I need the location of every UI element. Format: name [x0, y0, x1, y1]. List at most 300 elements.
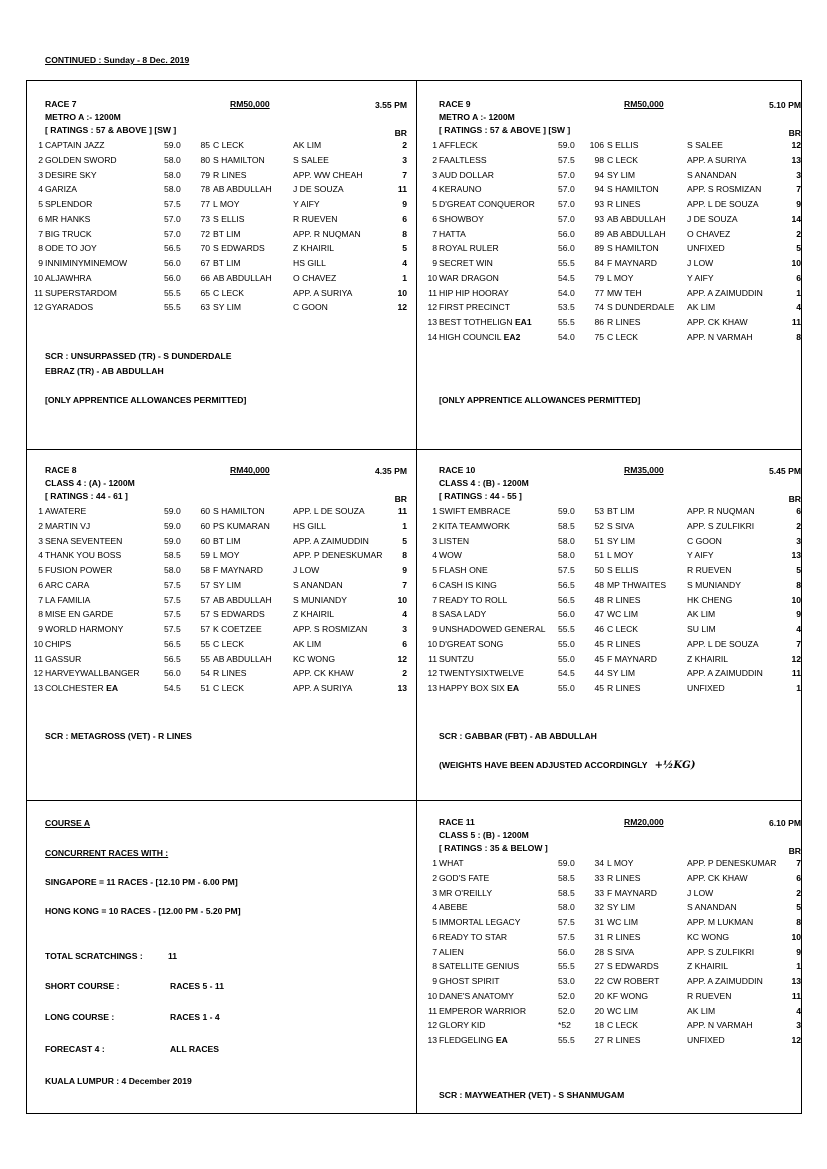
runner-row — [428, 287, 801, 303]
horse-name: CHIPS — [45, 638, 72, 649]
horse-name: HAPPY BOX SIX — [439, 683, 505, 693]
jockey: R LINES — [607, 594, 641, 605]
barrier: 7 — [796, 184, 801, 195]
handwritten-weight-adjustment: +½KG) — [654, 760, 696, 771]
runner-row — [38, 520, 407, 536]
runner-number: 2 — [38, 154, 43, 165]
weight: 58.0 — [558, 535, 575, 546]
rating: 60 — [200, 506, 210, 516]
weight: *52 — [558, 1020, 571, 1031]
jockey: R LINES — [607, 1035, 641, 1045]
rating: 94 — [594, 184, 604, 195]
horse-name: CASH IS KING — [439, 579, 497, 590]
barrier: 7 — [796, 638, 801, 649]
horse-name-cell — [45, 668, 140, 678]
barrier: 11 — [791, 668, 801, 679]
race-number: RACE 9 — [439, 99, 471, 109]
horse-name-cell — [439, 332, 520, 342]
horse-name-cell — [439, 273, 499, 283]
trainer: APP. A ZAIMUDDIN — [687, 668, 763, 679]
horse-name: HIP HIP HOORAY — [439, 287, 509, 298]
horse-name-cell — [439, 140, 478, 150]
jockey: C LECK — [607, 154, 639, 165]
grid-divider-vertical — [416, 80, 417, 1114]
runner-number: 3 — [38, 169, 43, 180]
weight: 59.0 — [164, 506, 181, 516]
horse-name: FLEDGELING — [439, 1035, 494, 1045]
horse-name: ODE TO JOY — [45, 243, 97, 254]
weight: 57.0 — [558, 184, 575, 195]
horse-name: MR O'REILLY — [439, 887, 493, 898]
weight: 56.5 — [558, 579, 575, 590]
trainer: APP. A ZAIMUDDIN — [687, 976, 763, 986]
weight: 57.5 — [164, 624, 181, 634]
race-number: RACE 8 — [45, 465, 77, 475]
horse-name: CAPTAIN JAZZ — [45, 140, 105, 150]
horse-name: WAR DRAGON — [439, 272, 499, 283]
rating: 31 — [594, 917, 604, 927]
runner-row — [38, 535, 407, 551]
runner-row — [428, 653, 801, 669]
runner-row — [427, 668, 801, 683]
runner-row — [38, 579, 407, 595]
rating: 72 — [200, 228, 210, 239]
horse-name: AWATERE — [45, 506, 87, 516]
runner-row — [432, 902, 801, 917]
horse-name-cell — [439, 902, 468, 912]
rating: 94 — [594, 169, 604, 180]
horse-name-cell — [439, 991, 514, 1001]
runner-number: 7 — [38, 228, 43, 239]
runner-number: 13 — [33, 683, 43, 693]
runner-row — [38, 228, 407, 244]
horse-name: WHAT — [439, 858, 464, 868]
weight: 59.0 — [558, 140, 575, 150]
jockey: MP THWAITES — [607, 579, 667, 590]
trainer: APP. A SURIYA — [687, 154, 747, 165]
weight: 58.5 — [558, 887, 575, 898]
runner-number: 4 — [432, 184, 437, 195]
jockey: S ELLIS — [607, 140, 639, 150]
race-11-scratch: SCR : MAYWEATHER (VET) - S SHANMUGAM — [439, 1090, 625, 1100]
weight: 58.0 — [164, 565, 181, 575]
barrier: 2 — [402, 668, 407, 679]
race-ratings — [439, 843, 801, 855]
trainer: AK LIM — [687, 1005, 716, 1016]
rating: 52 — [594, 520, 604, 531]
jockey: S DUNDERDALE — [607, 302, 675, 313]
rating: 60 — [200, 535, 210, 546]
jockey: L MOY — [607, 272, 634, 283]
rating: 59 — [200, 550, 210, 561]
runner-row — [38, 199, 407, 214]
barrier: 14 — [791, 213, 801, 224]
runner-number: 2 — [432, 520, 437, 531]
weight: 52.0 — [558, 1005, 575, 1016]
jockey: F MAYNARD — [213, 565, 263, 575]
horse-name-cell — [439, 595, 507, 605]
race-10-weights-note: (WEIGHTS HAVE BEEN ADJUSTED ACCORDINGLY +½KG) — [439, 760, 696, 771]
barrier: 12 — [791, 653, 801, 664]
jockey: C LECK — [607, 1020, 639, 1031]
ratings-text: [ RATINGS : 57 & ABOVE ] [SW ] — [45, 125, 177, 135]
rating: 84 — [594, 258, 604, 268]
horse-name-cell — [439, 302, 510, 312]
trainer: UNFIXED — [687, 683, 725, 693]
horse-name-cell — [439, 229, 466, 239]
trainer: S ANANDAN — [293, 579, 343, 590]
race-10-card — [427, 465, 801, 698]
runner-number: 4 — [38, 550, 43, 561]
runner-row — [34, 287, 407, 303]
horse-name-cell — [45, 302, 93, 312]
horse-name-cell — [439, 243, 499, 253]
trainer: APP. R NUQMAN — [293, 228, 361, 239]
runner-row — [432, 199, 801, 214]
barrier: 2 — [796, 228, 801, 239]
jockey: WC LIM — [607, 609, 639, 620]
race-class: CLASS 5 : (B) - 1200M — [439, 830, 529, 840]
forecast-value: ALL RACES — [170, 1044, 220, 1054]
runner-number: 11 — [34, 287, 43, 298]
horse-name: GARIZA — [45, 184, 77, 195]
runner-number: 12 — [427, 1020, 437, 1031]
rating: 89 — [594, 228, 604, 239]
barrier: 8 — [796, 579, 801, 590]
race-10-scratch: SCR : GABBAR (FBT) - AB ABDULLAH — [439, 731, 597, 741]
jockey: F MAYNARD — [607, 653, 657, 664]
trainer: J LOW — [687, 887, 714, 898]
horse-name: SENA SEVENTEEN — [45, 535, 123, 546]
jockey: SY LIM — [607, 668, 636, 679]
entry-tag: EA2 — [503, 331, 521, 342]
runner-row — [432, 520, 801, 536]
rating: 80 — [200, 154, 210, 165]
weight: 57.0 — [558, 213, 575, 224]
runner-number: 12 — [33, 668, 43, 679]
barrier-column-heading: BR — [394, 494, 407, 504]
race-prize: RM50,000 — [624, 99, 664, 109]
rating: 70 — [200, 243, 210, 254]
runner-row — [432, 579, 801, 595]
horse-name-cell — [45, 214, 90, 224]
trainer: UNFIXED — [687, 243, 725, 254]
runner-number: 8 — [38, 243, 43, 254]
runner-number: 12 — [427, 302, 437, 313]
barrier: 8 — [796, 917, 801, 927]
weight: 57.5 — [164, 579, 181, 590]
rating: 27 — [594, 961, 604, 972]
horse-name: HARVEYWALLBANGER — [45, 668, 140, 679]
runner-row — [38, 565, 407, 580]
trainer: APP. L DE SOUZA — [687, 199, 759, 209]
barrier: 7 — [402, 579, 407, 590]
runner-row — [432, 961, 801, 976]
horse-name: SWIFT EMBRACE — [439, 506, 511, 516]
horse-name: ALJAWHRA — [45, 272, 92, 283]
jockey: C LECK — [213, 638, 245, 649]
runner-number: 5 — [38, 199, 43, 209]
rating: 47 — [594, 609, 604, 620]
barrier: 10 — [791, 594, 801, 605]
jockey: R LINES — [607, 199, 641, 209]
runner-number: 10 — [427, 990, 437, 1001]
weight: 55.0 — [558, 638, 575, 649]
barrier: 9 — [402, 199, 407, 209]
runner-number: 3 — [38, 535, 43, 546]
weight: 57.0 — [164, 213, 181, 224]
barrier: 8 — [402, 228, 407, 239]
short-course-label: SHORT COURSE : — [45, 981, 120, 991]
trainer: APP. CK KHAW — [687, 317, 748, 327]
horse-name: SUNTZU — [439, 653, 474, 664]
race-prize: RM50,000 — [230, 99, 270, 109]
trainer: Z KHAIRIL — [293, 609, 335, 620]
barrier: 3 — [796, 169, 801, 180]
runner-number: 10 — [427, 638, 437, 649]
weight: 54.5 — [558, 272, 575, 283]
trainer: SU LIM — [687, 624, 716, 634]
horse-name: BEST TOTHELIGN — [439, 317, 513, 327]
runner-row — [432, 140, 801, 155]
barrier: 1 — [796, 287, 801, 298]
horse-name: KITA TEAMWORK — [439, 520, 510, 531]
trainer: APP. S ROSMIZAN — [293, 624, 368, 634]
horse-name: ARC CARA — [45, 579, 90, 590]
runner-row — [33, 683, 407, 698]
forecast-label: FORECAST 4 : — [45, 1044, 105, 1054]
trainer: C GOON — [687, 535, 722, 546]
rating: 33 — [594, 872, 604, 883]
horse-name: SHOWBOY — [439, 213, 484, 224]
weight: 56.0 — [558, 609, 575, 620]
barrier: 13 — [397, 683, 407, 693]
entry-tag: EA — [507, 683, 520, 693]
weight: 57.5 — [558, 565, 575, 575]
rating: 93 — [594, 199, 604, 209]
runner-row — [38, 258, 407, 273]
jockey: C LECK — [607, 624, 639, 634]
trainer: Y AIFY — [293, 199, 320, 209]
runner-number: 3 — [432, 535, 437, 546]
total-scratchings-value: 11 — [168, 951, 178, 961]
rating: 51 — [200, 683, 210, 693]
horse-name-cell — [439, 317, 532, 327]
race-header — [439, 817, 801, 830]
horse-name-cell — [45, 550, 121, 560]
race-number: RACE 7 — [45, 99, 77, 109]
horse-name: LA FAMILIA — [45, 594, 91, 605]
hongkong-races: HONG KONG = 10 RACES - [12.00 PM - 5.20 PM] — [45, 906, 241, 916]
runner-number: 8 — [38, 609, 43, 620]
weight: 53.5 — [558, 302, 575, 313]
horse-name-cell — [439, 521, 510, 531]
runner-row — [432, 976, 801, 991]
runner-number: 13 — [427, 1035, 437, 1045]
race-prize: RM35,000 — [624, 465, 664, 475]
concurrent-races-heading: CONCURRENT RACES WITH : — [45, 848, 169, 858]
runner-number: 10 — [427, 272, 437, 283]
horse-name-cell — [439, 536, 469, 546]
weight: 56.0 — [164, 272, 181, 283]
horse-name: AFFLECK — [439, 140, 478, 150]
entry-tag: EA1 — [514, 317, 532, 327]
jockey: S SIVA — [607, 946, 635, 957]
trainer: Y AIFY — [687, 272, 714, 283]
trainer: APP. WW CHEAH — [293, 169, 363, 180]
entry-tag: EA — [106, 683, 119, 693]
weight: 56.5 — [558, 594, 575, 605]
rating: 60 — [200, 520, 210, 531]
trainer: O CHAVEZ — [687, 228, 731, 239]
jockey: C LECK — [213, 287, 245, 298]
barrier: 2 — [796, 887, 801, 898]
barrier-column-heading: BR — [788, 494, 801, 504]
weight: 57.0 — [558, 169, 575, 180]
trainer: APP. N VARMAH — [687, 331, 753, 342]
weight: 58.5 — [164, 550, 181, 561]
horse-name-cell — [439, 624, 545, 634]
barrier: 6 — [796, 506, 801, 516]
weight: 57.5 — [164, 594, 181, 605]
jockey: S HAMILTON — [607, 184, 659, 195]
runner-list — [33, 506, 407, 698]
horse-name-cell — [45, 654, 81, 664]
weight: 58.0 — [164, 169, 181, 180]
runner-number: 8 — [432, 609, 437, 620]
rating: 31 — [594, 931, 604, 942]
runner-row — [432, 184, 801, 199]
barrier: 5 — [402, 243, 407, 254]
runner-row — [432, 624, 801, 639]
race-header — [45, 465, 407, 478]
runner-row — [432, 243, 801, 258]
horse-name-cell — [439, 258, 493, 268]
jockey: S EDWARDS — [607, 961, 659, 972]
horse-name: THANK YOU BOSS — [45, 550, 122, 561]
runner-number: 6 — [432, 579, 437, 590]
trainer: J DE SOUZA — [293, 184, 344, 195]
runner-number: 7 — [38, 594, 43, 605]
race-class: METRO A :- 1200M — [439, 112, 515, 122]
barrier: 1 — [796, 683, 801, 693]
horse-name: MR HANKS — [45, 213, 91, 224]
barrier: 8 — [402, 550, 407, 561]
weight: 55.0 — [558, 683, 575, 693]
runner-row — [38, 213, 407, 229]
horse-name: SPLENDOR — [45, 199, 93, 209]
runner-number: 1 — [432, 140, 437, 150]
trainer: APP. S ZULFIKRI — [687, 520, 755, 531]
barrier: 5 — [796, 902, 801, 913]
trainer: AK LIM — [293, 638, 322, 649]
runner-row — [427, 317, 801, 332]
rating: 89 — [594, 243, 604, 254]
jockey: L MOY — [213, 199, 240, 209]
runner-row — [427, 1020, 801, 1035]
race-ratings — [45, 491, 407, 503]
runner-row — [33, 272, 407, 288]
runner-number: 13 — [427, 317, 437, 327]
horse-name-cell — [439, 199, 535, 209]
horse-name-cell — [439, 1020, 486, 1030]
runner-number: 4 — [432, 550, 437, 561]
rating: 85 — [200, 140, 210, 150]
horse-name-cell — [439, 639, 503, 649]
race-ratings — [439, 491, 801, 503]
runner-list — [33, 140, 407, 317]
runner-row — [432, 887, 801, 903]
weight: 59.0 — [164, 520, 181, 531]
race-8-scratch: SCR : METAGROSS (VET) - R LINES — [45, 731, 192, 741]
jockey: C LECK — [213, 140, 245, 150]
weight: 58.0 — [558, 902, 575, 913]
horse-name-cell — [45, 229, 92, 239]
runner-number: 6 — [38, 213, 43, 224]
runner-number: 4 — [38, 184, 43, 195]
horse-name: GYARADOS — [45, 302, 94, 313]
rating: 32 — [594, 902, 604, 913]
weight: 57.0 — [558, 199, 575, 209]
runner-number: 5 — [38, 565, 43, 575]
jockey: AB ABDULLAH — [607, 213, 666, 224]
barrier: 8 — [796, 331, 801, 342]
horse-name-cell — [45, 580, 89, 590]
horse-name: INNIMINYMINEMOW — [45, 258, 128, 268]
grid-divider-row2 — [26, 800, 802, 801]
runner-list — [427, 858, 801, 1050]
horse-name: WORLD HARMONY — [45, 624, 124, 634]
horse-name-cell — [439, 654, 474, 664]
race-ratings — [439, 125, 801, 137]
runner-row — [38, 609, 407, 624]
weight: 58.5 — [558, 872, 575, 883]
runner-row — [38, 506, 407, 521]
horse-name-cell — [439, 609, 486, 619]
trainer: Z KHAIRIL — [293, 243, 335, 254]
trainer: R RUEVEN — [687, 990, 732, 1001]
horse-name-cell — [439, 888, 492, 898]
trainer: KC WONG — [293, 653, 336, 664]
jockey: KF WONG — [607, 990, 649, 1001]
horse-name: HIGH COUNCIL — [439, 331, 502, 342]
ratings-text: [ RATINGS : 44 - 55 ] — [439, 491, 522, 501]
total-scratchings-label: TOTAL SCRATCHINGS : — [45, 951, 143, 961]
weight: 56.5 — [164, 653, 181, 664]
weight: 59.0 — [164, 535, 181, 546]
jockey: BT LIM — [607, 506, 635, 516]
ratings-text: [ RATINGS : 44 - 61 ] — [45, 491, 128, 501]
jockey: BT LIM — [213, 228, 241, 239]
barrier: 9 — [796, 946, 801, 957]
horse-name-cell — [439, 976, 499, 986]
weight: 56.5 — [164, 243, 181, 254]
jockey: S HAMILTON — [213, 154, 265, 165]
footer-location-date: KUALA LUMPUR : 4 December 2019 — [45, 1076, 192, 1086]
trainer: UNFIXED — [687, 1035, 725, 1045]
horse-name-cell — [439, 288, 509, 298]
trainer: Z KHAIRIL — [687, 961, 729, 972]
runner-number: 9 — [38, 624, 43, 634]
rating: 65 — [200, 287, 210, 298]
runner-number: 7 — [432, 594, 437, 605]
weight: 54.5 — [164, 683, 181, 693]
runner-number: 13 — [427, 683, 437, 693]
rating: 57 — [200, 624, 210, 634]
runner-row — [432, 506, 801, 521]
jockey: S ELLIS — [607, 565, 639, 575]
race-7-card — [33, 99, 407, 317]
